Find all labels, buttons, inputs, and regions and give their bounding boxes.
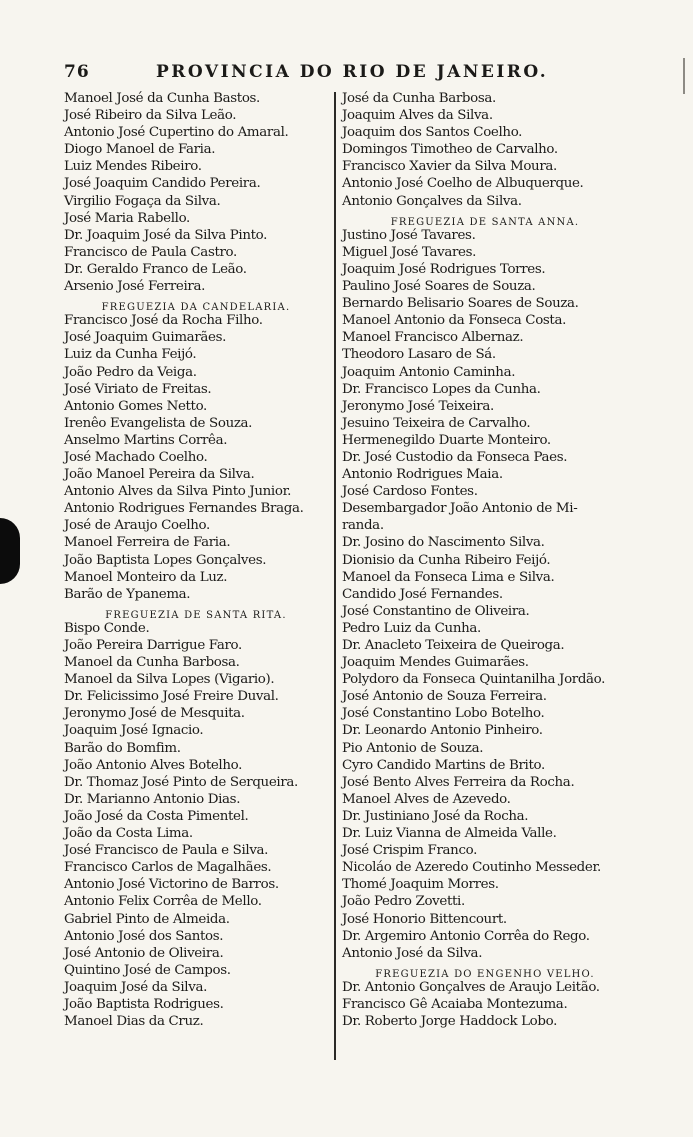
name-entry: Joaquim José Rodrigues Torres.	[342, 261, 546, 277]
column-divider	[334, 92, 336, 1060]
name-entry: Joaquim José Ignacio.	[64, 723, 204, 739]
section-heading: FREGUEZIA DA CANDELARIA.	[101, 302, 291, 314]
name-entry: Jeronymo José Teixeira.	[342, 398, 494, 414]
name-entry: Dr. Justiniano José da Rocha.	[342, 808, 529, 824]
name-entry: Desembargador João Antonio de Mi-	[342, 501, 578, 517]
name-entry: Cyro Candido Martins de Brito.	[342, 757, 545, 773]
name-entry: Irenêo Evangelista de Souza.	[64, 415, 253, 431]
name-entry: Manoel Dias da Cruz.	[64, 1014, 204, 1030]
name-entry: Thomé Joaquim Morres.	[342, 877, 499, 893]
name-entry: Francisco Gê Acaiaba Montezuma.	[342, 996, 568, 1012]
name-entry: Antonio Gomes Netto.	[64, 398, 207, 414]
name-entry: José Machado Coelho.	[64, 449, 208, 465]
name-entry: João da Costa Lima.	[64, 826, 193, 842]
name-entry: José Crispim Franco.	[342, 843, 477, 859]
name-entry: Justino José Tavares.	[342, 227, 476, 243]
name-entry: Manoel Alves de Azevedo.	[342, 791, 511, 807]
name-entry: Dr. Anacleto Teixeira de Queiroga.	[342, 638, 565, 653]
name-entry: Dr. José Custodio da Fonseca Paes.	[342, 449, 568, 465]
name-entry: João Manoel Pereira da Silva.	[64, 467, 255, 483]
name-entry: José Antonio de Oliveira.	[64, 945, 224, 961]
name-entry: José Viriato de Freitas.	[64, 381, 212, 397]
name-entry: José de Araujo Coelho.	[64, 518, 210, 534]
name-entry: Diogo Manoel de Faria.	[64, 142, 216, 158]
name-entry: José Joaquim Candido Pereira.	[64, 176, 261, 192]
name-entry: Antonio José Cupertino do Amaral.	[64, 125, 289, 141]
name-entry: Joaquim Antonio Caminha.	[342, 364, 516, 380]
name-entry: Hermenegildo Duarte Monteiro.	[342, 432, 551, 448]
name-entry: Barão de Ypanema.	[64, 586, 191, 602]
name-entry: Francisco José da Rocha Filho.	[64, 313, 263, 329]
name-entry: Manoel Monteiro da Luz.	[64, 569, 228, 585]
name-entry: Miguel José Tavares.	[342, 244, 477, 260]
name-entry: Manoel José da Cunha Bastos.	[64, 91, 260, 106]
section-heading: FREGUEZIA DE SANTA ANNA.	[390, 216, 580, 228]
name-entry: Antonio José Victorino de Barros.	[64, 877, 279, 893]
name-entry: José Bento Alves Ferreira da Rocha.	[342, 774, 575, 790]
name-entry: João Baptista Lopes Gonçalves.	[64, 552, 267, 568]
name-entry: João Pereira Darrigue Faro.	[64, 638, 242, 653]
name-entry: Antonio Alves da Silva Pinto Junior.	[64, 484, 292, 500]
name-entry: Bernardo Belisario Soares de Souza.	[342, 296, 579, 312]
name-entry: Antonio Rodrigues Maia.	[342, 467, 503, 483]
name-entry: Manoel Antonio da Fonseca Costa.	[342, 313, 566, 329]
name-entry: Manoel da Fonseca Lima e Silva.	[342, 569, 555, 585]
name-entry: Dr. Josino do Nascimento Silva.	[342, 535, 545, 551]
name-entry: Quintino José de Campos.	[64, 962, 231, 978]
name-entry: José Joaquim Guimarães.	[64, 330, 227, 346]
page-edge-mark	[683, 58, 685, 94]
name-entry: João José da Costa Pimentel.	[64, 808, 249, 824]
name-entry: Manoel Francisco Albernaz.	[342, 330, 524, 346]
page-header	[62, 62, 622, 84]
name-entry: randa.	[342, 518, 384, 534]
name-entry: Francisco de Paula Castro.	[64, 244, 237, 260]
name-entry: Dr. Geraldo Franco de Leão.	[64, 261, 247, 277]
left-column	[64, 90, 328, 1030]
name-entry: Dr. Argemiro Antonio Corrêa do Rego.	[342, 928, 590, 944]
name-entry: Francisco Xavier da Silva Moura.	[342, 159, 557, 175]
name-entry: José Cardoso Fontes.	[342, 484, 478, 500]
name-entry: Anselmo Martins Corrêa.	[64, 432, 228, 448]
name-entry: Joaquim Mendes Guimarães.	[342, 655, 529, 671]
name-entry: Antonio Gonçalves da Silva.	[342, 193, 522, 209]
name-entry: João Pedro Zovetti.	[342, 894, 465, 910]
name-entry: Antonio José Coelho de Albuquerque.	[342, 176, 584, 192]
name-entry: Joaquim Alves da Silva.	[342, 108, 493, 124]
name-entry: Barão do Bomfim.	[64, 740, 181, 756]
name-entry: Manoel da Cunha Barbosa.	[64, 655, 240, 671]
name-entry: Antonio Rodrigues Fernandes Braga.	[64, 501, 304, 517]
name-entry: José Antonio de Souza Ferreira.	[342, 689, 547, 705]
name-entry: Theodoro Lasaro de Sá.	[342, 347, 496, 363]
name-entry: Antonio José dos Santos.	[64, 928, 224, 944]
name-entry: Virgilio Fogaça da Silva.	[64, 193, 221, 209]
name-entry: Dr. Roberto Jorge Haddock Lobo.	[342, 1014, 557, 1030]
section-heading: FREGUEZIA DO ENGENHO VELHO.	[375, 968, 595, 980]
right-column	[342, 90, 628, 1030]
name-entry: Dr. Francisco Lopes da Cunha.	[342, 381, 541, 397]
name-entry: Antonio José da Silva.	[342, 945, 483, 961]
name-entry: Dr. Leonardo Antonio Pinheiro.	[342, 723, 543, 739]
name-entry: Dr. Marianno Antonio Dias.	[64, 791, 241, 807]
name-entry: Dionisio da Cunha Ribeiro Feijó.	[342, 552, 551, 568]
name-entry: José da Cunha Barbosa.	[342, 91, 496, 106]
section-heading: FREGUEZIA DE SANTA RITA.	[105, 609, 287, 621]
name-entry: Manoel da Silva Lopes (Vigario).	[64, 672, 275, 688]
name-entry: Luiz da Cunha Feijó.	[64, 347, 197, 363]
name-entry: Pio Antonio de Souza.	[342, 740, 484, 756]
name-entry: José Constantino Lobo Botelho.	[342, 706, 545, 722]
name-entry: Jeronymo José de Mesquita.	[64, 706, 245, 722]
name-entry: José Maria Rabello.	[64, 210, 190, 226]
name-entry: Gabriel Pinto de Almeida.	[64, 911, 230, 927]
name-entry: Polydoro da Fonseca Quintanilha Jordão.	[342, 672, 606, 688]
name-entry: Dr. Joaquim José da Silva Pinto.	[64, 227, 268, 243]
name-entry: Bispo Conde.	[64, 620, 150, 636]
name-entry: Manoel Ferreira de Faria.	[64, 535, 231, 551]
page-number: 76	[64, 62, 90, 82]
page-title: PROVINCIA DO RIO DE JANEIRO.	[156, 62, 549, 82]
ink-blot	[0, 518, 20, 584]
name-entry: Pedro Luiz da Cunha.	[342, 620, 481, 636]
name-entry: Dr. Antonio Gonçalves de Araujo Leitão.	[342, 979, 600, 995]
name-entry: Paulino José Soares de Souza.	[342, 279, 536, 295]
name-entry: José Ribeiro da Silva Leão.	[64, 108, 237, 124]
name-entry: José Honorio Bittencourt.	[342, 911, 507, 927]
name-entry: Arsenio José Ferreira.	[64, 279, 206, 295]
name-entry: João Baptista Rodrigues.	[64, 996, 224, 1012]
name-entry: João Pedro da Veiga.	[64, 364, 197, 380]
name-entry: Candido José Fernandes.	[342, 586, 503, 602]
name-entry: Joaquim José da Silva.	[64, 979, 207, 995]
name-entry: Dr. Luiz Vianna de Almeida Valle.	[342, 826, 557, 842]
name-entry: Francisco Carlos de Magalhães.	[64, 860, 272, 876]
name-entry: Jesuino Teixeira de Carvalho.	[342, 415, 531, 431]
name-entry: João Antonio Alves Botelho.	[64, 757, 243, 773]
name-entry: José Constantino de Oliveira.	[342, 603, 530, 619]
name-entry: Joaquim dos Santos Coelho.	[342, 125, 523, 141]
name-entry: Luiz Mendes Ribeiro.	[64, 159, 202, 175]
name-entry: Antonio Felix Corrêa de Mello.	[64, 894, 262, 910]
name-entry: Domingos Timotheo de Carvalho.	[342, 142, 558, 158]
name-entry: José Francisco de Paula e Silva.	[64, 843, 269, 859]
name-entry: Dr. Thomaz José Pinto de Serqueira.	[64, 774, 298, 790]
name-entry: Dr. Felicissimo José Freire Duval.	[64, 689, 279, 705]
name-entry: Nicoláo de Azeredo Coutinho Messeder.	[342, 860, 601, 876]
